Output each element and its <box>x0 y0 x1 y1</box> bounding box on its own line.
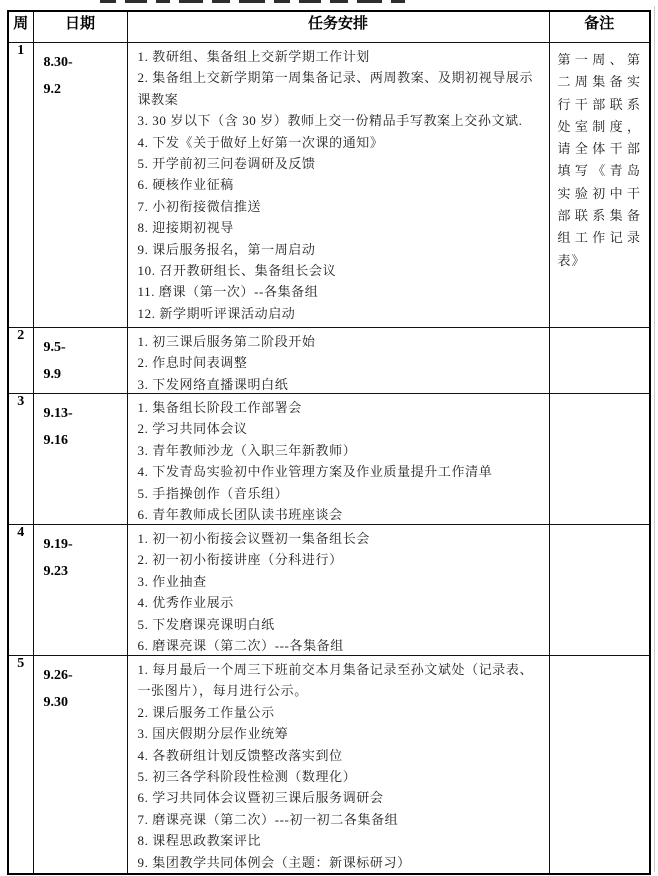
note-text: 第一周、第二周集备实行干部联系处室制度，请全体干部填写《青岛实验初中干部联系集备组工作记录表》 <box>557 52 641 268</box>
clipped-title-mark <box>330 0 348 3</box>
task-item: 3. 作业抽查 <box>137 573 207 589</box>
task-item: 12. 新学期听评课活动启动 <box>137 305 296 321</box>
task-item: 1. 初一初小衔接会议暨初一集备组长会 <box>137 531 370 546</box>
table-row <box>8 394 650 525</box>
task-item: 9. 集团教学共同体例会（主题：新课标研习） <box>137 854 411 870</box>
task-item: 5. 初三各学科阶段性检测（数理化） <box>137 769 357 785</box>
task-item: 1. 教研组、集备组上交新学期工作计划 <box>137 49 370 64</box>
tasks-cell <box>127 43 549 328</box>
task-item: 7. 磨课亮课（第二次）---初一初二各集备组 <box>137 811 399 827</box>
table-row <box>8 656 650 875</box>
table-row <box>8 328 650 394</box>
task-item: 1. 每月最后一个周三下班前交本月集备记录至孙文斌处（记录表、一张图片），每月进行公示。 <box>137 662 534 699</box>
clipped-title-mark <box>125 0 147 3</box>
note-cell <box>549 394 650 525</box>
schedule-table <box>7 10 651 875</box>
note-cell <box>549 43 650 328</box>
task-item: 8. 迎接期初视导 <box>137 220 234 236</box>
scan-edge-line <box>654 6 655 872</box>
note-text <box>550 394 650 400</box>
note-text <box>550 328 650 334</box>
date-cell <box>33 43 127 328</box>
note-text <box>550 525 650 531</box>
task-item: 5. 下发磨课亮课明白纸 <box>137 616 275 632</box>
task-item: 3. 下发网络直播课明白纸 <box>137 376 289 392</box>
task-item: 3. 青年教师沙龙（入职三年新教师） <box>137 442 357 458</box>
clipped-title-mark <box>239 0 265 3</box>
date-line: 9.2 <box>43 82 61 97</box>
task-item: 2. 初一初小衔接讲座（分科进行） <box>137 552 343 568</box>
clipped-title-mark <box>299 0 321 3</box>
task-item: 5. 开学前初三问卷调研及反馈 <box>137 156 316 172</box>
clipped-title-mark <box>357 0 382 3</box>
header-date: 日期 <box>33 11 127 43</box>
week-cell: 2 <box>8 328 33 394</box>
task-item: 9. 课后服务报名，第一周启动 <box>137 241 316 257</box>
clipped-title-mark <box>100 0 116 3</box>
date-cell <box>33 656 127 875</box>
task-item: 3. 国庆假期分层作业统筹 <box>137 726 289 742</box>
clipped-title-mark <box>391 0 405 3</box>
date-line: 9.19- <box>43 537 73 552</box>
table-row <box>8 43 650 328</box>
table-row <box>8 525 650 656</box>
task-item: 2. 学习共同体会议 <box>137 421 248 437</box>
task-item: 6. 硬核作业征稿 <box>137 177 234 193</box>
task-item: 8. 课程思政教案评比 <box>137 833 262 849</box>
date-line: 8.30- <box>43 55 73 70</box>
task-item: 10. 召开教研组长、集备组长会议 <box>137 263 337 279</box>
task-item: 2. 课后服务工作量公示 <box>137 704 275 720</box>
tasks-cell <box>127 328 549 394</box>
task-item: 4. 优秀作业展示 <box>137 595 234 611</box>
tasks-cell <box>127 394 549 525</box>
clipped-title-mark <box>156 0 170 3</box>
header-note: 备注 <box>549 11 650 43</box>
clipped-title-fragment <box>100 0 456 6</box>
clipped-title-mark <box>179 0 203 3</box>
task-item: 6. 学习共同体会议暨初三课后服务调研会 <box>137 790 384 806</box>
task-item: 2. 集备组上交新学期第一周集备记录、两周教案、及期初视导展示课教案 <box>137 70 534 107</box>
task-item: 7. 小初衔接微信推送 <box>137 198 262 214</box>
week-cell: 5 <box>8 656 33 875</box>
date-cell <box>33 525 127 656</box>
header-tasks: 任务安排 <box>127 11 549 43</box>
note-cell <box>549 525 650 656</box>
task-item: 6. 青年教师成长团队读书班座谈会 <box>137 507 343 523</box>
task-item: 1. 初三课后服务第二阶段开始 <box>137 334 316 349</box>
note-cell <box>549 656 650 875</box>
clipped-title-mark <box>274 0 290 3</box>
tasks-cell <box>127 656 549 875</box>
clipped-title-mark <box>212 0 230 3</box>
task-item: 4. 各教研组计划反馈整改落实到位 <box>137 747 343 763</box>
note-cell <box>549 328 650 394</box>
task-item: 11. 磨课（第一次）--各集备组 <box>137 284 319 300</box>
date-line: 9.5- <box>43 340 66 355</box>
task-item: 4. 下发青岛实验初中作业管理方案及作业质量提升工作清单 <box>137 464 493 480</box>
date-line: 9.13- <box>43 406 73 421</box>
task-item: 2. 作息时间表调整 <box>137 355 248 371</box>
date-line: 9.9 <box>43 367 61 382</box>
task-item: 5. 手指操创作（音乐组） <box>137 485 289 501</box>
date-cell <box>33 328 127 394</box>
date-cell <box>33 394 127 525</box>
week-cell: 4 <box>8 525 33 656</box>
task-item: 6. 磨课亮课（第二次）---各集备组 <box>137 638 344 654</box>
tasks-cell <box>127 525 549 656</box>
task-item: 3. 30 岁以下（含 30 岁）教师上交一份精品手写教案上交孙文斌. <box>137 113 523 129</box>
date-line: 9.23 <box>43 564 68 579</box>
date-line: 9.26- <box>43 668 73 683</box>
task-item: 4. 下发《关于做好上好第一次课的通知》 <box>137 134 384 150</box>
header-row <box>8 11 650 43</box>
week-cell: 3 <box>8 394 33 525</box>
header-week: 周 <box>8 11 33 43</box>
date-line: 9.30 <box>43 695 68 710</box>
task-item: 1. 集备组长阶段工作部署会 <box>137 400 302 415</box>
note-text <box>550 656 650 662</box>
date-line: 9.16 <box>43 433 68 448</box>
week-cell: 1 <box>8 43 33 328</box>
